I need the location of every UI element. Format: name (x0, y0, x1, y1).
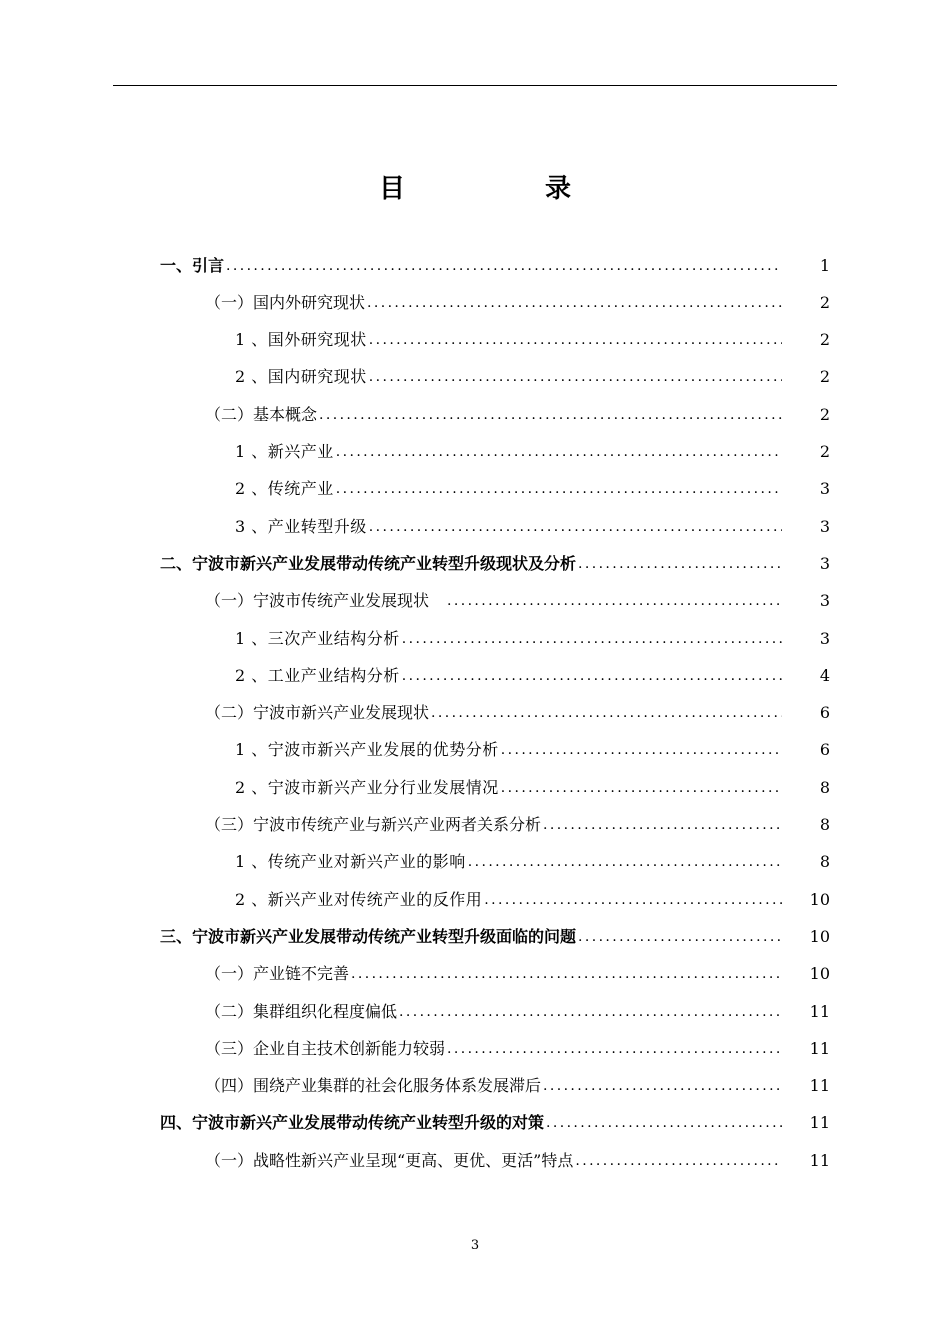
toc-entry-label: 1 、新兴产业 (235, 442, 334, 461)
toc-entry-page: 11 (809, 1001, 830, 1021)
toc-entry[interactable] (205, 956, 830, 993)
toc-leader-dots (319, 404, 782, 426)
toc-entry-label: （二）集群组织化程度偏低 (205, 1001, 398, 1021)
toc-leader-dots (578, 926, 782, 948)
toc-entry[interactable] (205, 807, 830, 844)
toc-entry-page: 2 (819, 330, 830, 350)
toc-entry-page: 11 (809, 1150, 830, 1170)
toc-leader-dots (369, 329, 782, 351)
toc-entry[interactable] (205, 1030, 830, 1067)
toc-entry[interactable] (235, 322, 830, 359)
toc-leader-dots (447, 1038, 782, 1060)
toc-entry-label: 3 、产业转型升级 (235, 516, 367, 536)
toc-entry[interactable] (235, 508, 830, 545)
toc-entry-label: （三）宁波市传统产业与新兴产业两者关系分析 (205, 815, 542, 834)
toc-entry[interactable] (235, 881, 830, 918)
toc-entry[interactable] (205, 396, 830, 433)
toc-leader-dots (336, 478, 782, 500)
toc-entry-label: 二、宁波市新兴产业发展带动传统产业转型升级现状及分析 (160, 553, 577, 573)
toc-leader-dots (546, 1112, 782, 1134)
toc-entry-label: （一）产业链不完善 (205, 964, 350, 984)
toc-entry-label: （二）宁波市新兴产业发展现状 (205, 703, 430, 723)
toc-entry-label: （三）企业自主技术创新能力较弱 (205, 1038, 446, 1058)
toc-entry[interactable] (205, 695, 830, 732)
toc-entry-label: 1 、传统产业对新兴产业的影响 (235, 852, 466, 872)
toc-entry[interactable] (235, 732, 830, 769)
toc-entry-page: 2 (819, 404, 830, 424)
toc-entry[interactable] (205, 1142, 830, 1179)
toc-leader-dots (501, 739, 782, 761)
toc-leader-dots (578, 553, 782, 575)
toc-entry-page: 6 (819, 740, 830, 760)
toc-leader-dots (369, 366, 782, 388)
toc-entry-page: 10 (809, 964, 830, 984)
toc-entry-page: 4 (819, 665, 830, 685)
toc-entry-page: 3 (819, 591, 830, 611)
toc-leader-dots (402, 628, 782, 650)
toc-entry-label: 2 、工业产业结构分析 (235, 665, 400, 685)
toc-entry-label: 1 、国外研究现状 (235, 330, 367, 350)
toc-entry[interactable] (235, 620, 830, 657)
toc-entry-page: 11 (809, 1076, 830, 1096)
title-char-right: 录 (545, 174, 572, 204)
toc-leader-dots (501, 777, 782, 799)
toc-entry[interactable] (235, 434, 830, 471)
toc-entry-page: 1 (819, 255, 830, 275)
toc-entry[interactable] (235, 657, 830, 694)
toc-entry-label: 2 、传统产业 (235, 479, 334, 499)
toc-entry[interactable] (235, 471, 830, 508)
toc-entry[interactable] (205, 1068, 830, 1105)
toc-leader-dots (484, 889, 782, 911)
toc-entry-label: 1 、宁波市新兴产业发展的优势分析 (235, 740, 499, 760)
toc-leader-dots (351, 963, 782, 985)
toc-leader-dots (543, 1075, 782, 1097)
toc-entry-page: 8 (819, 815, 830, 834)
toc-entry[interactable] (160, 247, 830, 284)
toc-leader-dots (543, 814, 782, 836)
toc-entry-page: 6 (819, 703, 830, 723)
toc-entry-page: 10 (809, 889, 830, 909)
toc-entry[interactable] (205, 284, 830, 321)
toc-leader-dots (336, 441, 782, 463)
toc-entry-page: 10 (809, 926, 830, 946)
page-number: 3 (470, 1238, 480, 1253)
toc-entry-label: 2 、国内研究现状 (235, 367, 367, 387)
toc-entry-page: 2 (819, 442, 830, 461)
toc-entry-page: 2 (819, 367, 830, 387)
toc-entry-label: （一）战略性新兴产业呈现“更高、更优、更活”特点 (205, 1150, 574, 1170)
toc-leader-dots (431, 702, 782, 724)
page-title (0, 172, 950, 206)
toc-entry-label: 三、宁波市新兴产业发展带动传统产业转型升级面临的问题 (160, 926, 577, 946)
header-rule (113, 85, 837, 86)
toc-entry[interactable] (235, 844, 830, 881)
toc-leader-dots (468, 851, 782, 873)
toc-entry-label: 2 、宁波市新兴产业分行业发展情况 (235, 777, 499, 797)
toc-entry-label: （一）国内外研究现状 (205, 292, 366, 312)
toc-entry[interactable] (160, 918, 830, 955)
toc-leader-dots (367, 292, 782, 314)
toc-leader-dots (575, 1150, 782, 1172)
title-char-left: 目 (378, 174, 405, 204)
toc-leader-dots (369, 516, 782, 538)
toc-leader-dots (226, 255, 782, 277)
toc-leader-dots (399, 1001, 782, 1023)
toc-entry[interactable] (160, 1105, 830, 1142)
toc-entry-page: 8 (819, 852, 830, 872)
toc-entry-page: 8 (819, 777, 830, 797)
toc-entry-label: （一）宁波市传统产业发展现状 (205, 591, 446, 611)
toc-entry-page: 3 (819, 553, 830, 573)
toc-entry[interactable] (235, 769, 830, 806)
toc-entry-label: （二）基本概念 (205, 404, 318, 424)
toc-entry[interactable] (205, 583, 830, 620)
toc-entry-label: 四、宁波市新兴产业发展带动传统产业转型升级的对策 (160, 1113, 545, 1133)
toc-entry-page: 11 (809, 1113, 830, 1133)
toc-entry-label: 2 、新兴产业对传统产业的反作用 (235, 889, 483, 909)
toc-entry[interactable] (205, 993, 830, 1030)
toc-entry-page: 3 (819, 516, 830, 536)
toc-leader-dots (402, 665, 782, 687)
toc-entry-page: 2 (819, 292, 830, 312)
toc-leader-dots (447, 590, 782, 612)
toc-entry[interactable] (235, 359, 830, 396)
toc-entry-label: 一、引言 (160, 255, 225, 275)
toc-entry-page: 11 (809, 1038, 830, 1058)
toc-entry[interactable] (160, 545, 830, 582)
toc-entry-page: 3 (819, 479, 830, 499)
toc-entry-page: 3 (819, 628, 830, 648)
toc-entry-label: （四）围绕产业集群的社会化服务体系发展滞后 (205, 1076, 542, 1096)
toc-entry-label: 1 、三次产业结构分析 (235, 628, 400, 648)
